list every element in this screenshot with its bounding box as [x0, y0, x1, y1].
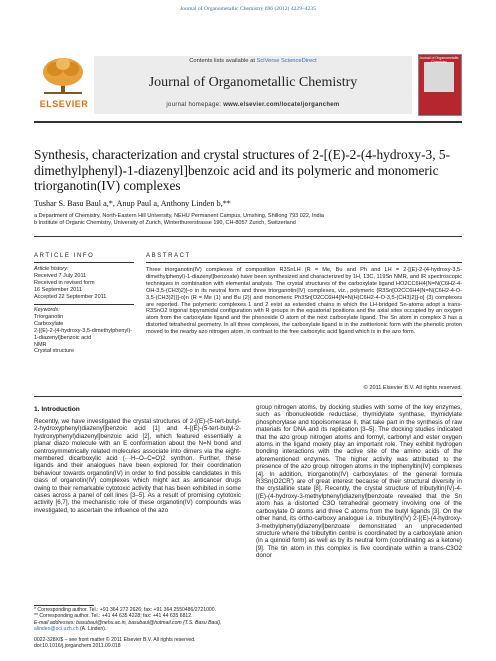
keywords-rule: [34, 304, 134, 305]
journal-title[interactable]: Journal of Organometallic Chemistry: [148, 75, 358, 90]
footnotes: [34, 607, 244, 632]
keyword: Triorganotin: [34, 313, 64, 320]
article-info-heading: ARTICLE INFO: [34, 253, 95, 259]
keyword: Carboxylate: [34, 320, 64, 327]
sciencedirect-link[interactable]: SciVerse ScienceDirect: [256, 58, 317, 64]
cover-title: Journal of Organometallic Chemistry: [419, 56, 459, 64]
footnote-rule: [34, 605, 94, 606]
history-revised-label: Received in revised form: [34, 279, 95, 286]
corresponding-author-2: ** Corresponding author. Tel.: +41 44 635 4228; fax: +41 44 635 6812.: [34, 613, 193, 620]
doi-line[interactable]: doi:10.1016/j.jorganchem.2011.09.018: [34, 643, 121, 650]
keyword: 1-diazenyl]benzoic acid: [34, 334, 92, 341]
history-label: Article history:: [34, 266, 69, 272]
keyword: Crystal structure: [34, 348, 75, 355]
body-right-column: group nitrogen atoms, by docking studies with some of the key enzymes, such as ribonucleotide reductase, thymidylate synthase, thymidylate phosphorylase and topoisomerase II, that take part in the synthesis of raw materials for DNA and its replication [3–5]. The docking studies indicated that the azo group nitrogen atoms and formyl, carbonyl and ester oxygen atoms in the ligand moiety play an important role. They exhibit hydrogen bonding interactions with the active site of the amino acids of the aforementioned enzymes. The higher activity was attributed to the presence of the azo group nitrogen atoms in the triphenyltin(IV) complexes [4]. In addition, triorganotin(IV) carboxylates of the general formula R3Sn(O2CR') are of great interest because of their structural diversity in the crystalline state [8]. Recently, the crystal structure of tributyltin(IV)-4-[(E)-(4-hydroxy-3-methylphenyl)diazenyl]benzoate revealed that the Sn atom has a distorted C3O tetrahedral geometry involving one of the carboxylate O atoms and three C atoms from the butyl ligands [3]. On the other hand, its ortho-carboxy analogue i.e. tributyltin(IV) 2-[(E)-(4-hydroxy-3-methylphenyl)diazenyl]benzoate demonstrated an unprecedented structure where the tributyltin centre is coordinated by a carboxylate anion (in a quinoid form) as well as by its neutral form (coordinating as a ketone) [9]. The tin atom in this complex is five coordinate within a trans-C3O2 donor: [256, 404, 462, 560]
history-revised: 16 September 2011: [34, 286, 82, 293]
email-link[interactable]: alinden@oci.uzh.ch: [34, 625, 79, 632]
affiliation-a: a Department of Chemistry, North-Eastern Hill University, NEHU Permanent Campus, Umshing, Shillong 793 022, India: [34, 213, 324, 219]
keywords-label: Keywords:: [34, 307, 60, 313]
contents-line: Contents lists available at SciVerse ScienceDirect: [189, 58, 317, 64]
cover-image: [424, 62, 454, 92]
keywords: [34, 307, 140, 355]
article-history: [34, 266, 140, 301]
abstract-copyright: © 2011 Elsevier B.V. All rights reserved.: [363, 385, 462, 391]
article-title: Synthesis, characterization and crystal structures of 2-[(E)-2-(4-hydroxy-3, 5-dimethylphenyl)-1-diazenyl]benzoic acid and its polymeric and monomeric triorganotin(IV) complexes: [34, 147, 451, 193]
homepage-url[interactable]: www.elsevier.com/locate/jorganchem: [223, 102, 340, 108]
front-matter-notice: [34, 637, 274, 650]
info-rule: [34, 262, 134, 263]
abstract-heading: ABSTRACT: [146, 253, 191, 259]
abstract-rule: [146, 262, 462, 263]
section-heading-introduction: 1. Introduction: [34, 406, 80, 413]
affiliation-rule: [34, 236, 462, 237]
body-left-column: Recently, we have investigated the crystal structures of 2-[(E)-(5-tert-butyl-2-hydroxyphenyl)diazenyl]benzoic acid [1] and 4-[(E)-(5-tert-butyl-2-hydroxyphenyl)diazenyl]benzoic acid [2], which featured essentially a planar diazo molecule with an E conformation about the N=N bond and centrosymmetrically related molecules associate into dimers via the eight-membered dicarboxylic acid (···H–O–C=O)2 synthon. Further, these ligands and their analogues have been explored for their coordination behaviour towards organotin(IV) in order to find possible candidates in this class of organotin(IV) complexes which might act as anticancer drugs owing to their remarkable cytotoxic activity that has been exhibited in some cases across a panel of cell lines [3–5]. As a result of promising cytotoxic activity [6,7], the mechanistic role of these organotin(IV) compounds was investigated, to ascertain the influence of the azo: [34, 418, 241, 514]
author-list: Tushar S. Basu Baul a,*, Anup Paul a, Anthony Linden b,**: [34, 199, 231, 208]
publisher-name: ELSEVIER: [39, 99, 89, 109]
header-rule: [34, 121, 462, 123]
journal-citation-line[interactable]: Journal of Organometallic Chemistry 696 (2012) 4229–4235: [180, 6, 316, 12]
history-accepted: Accepted 22 September 2011: [34, 293, 107, 300]
abstract-end-rule: [34, 396, 462, 397]
keyword: 2-[(E)-2-(4-hydroxy-3,5-dimethylphenyl)-: [34, 327, 133, 334]
corresponding-author-1: * Corresponding author. Tel.: +91 364 272 2626; fax: +91 364 2550486/2721000.: [34, 607, 217, 613]
issn-line: 0022-328X/$ – see front matter © 2011 Elsevier B.V. All rights reserved.: [34, 637, 196, 643]
affiliations: [34, 213, 462, 227]
history-received: Received 7 July 2011: [34, 272, 87, 279]
journal-homepage: journal homepage: www.elsevier.com/locate/jorganchem: [166, 102, 340, 108]
email-addresses: E-mail addresses: basubaul@nehu.ac.in, basubaul@hotmail.com (T.S. Basu Baul), alinden@oci.uzh.ch (A. Linden).: [34, 619, 222, 632]
elsevier-tree-icon: [40, 56, 86, 96]
affiliation-b: b Institute of Organic Chemistry, University of Zurich, Winterthurerstrasse 190, CH-8057 Zurich, Switzerland: [34, 219, 296, 226]
keyword: NMR: [34, 341, 47, 348]
abstract-text: Three triorganotin(IV) complexes of composition R3SnLH (R = Me, Bu and Ph and LH = 2-[(E)-2-(4-hydroxy-3,5-dimethylphenyl)-1-diazenyl]benzoate) have been synthesized and characterized by 1H, 13C, 119Sn NMR, and IR spectroscopic techniques in combination with elemental analysis. The crystal structures of the carboxylate ligand HO2CC6H4{N=N(C6H2-4-OH-3,5-(CH3)2)}-o in its neutral form and three triorganotin(IV) complexes, viz., polymeric {R3Sn[O2CC6H4{N=N(C6H2-4-O-3,5-(CH3)2)}]-o}n (R = Me (1) and Bu (2)) and monomeric Ph3Sn[O2CC6H4{N=N(H)C6H2-4-O-3,5-(CH3)2}]-o] (3) complexes are reported. The polymeric complexes 1 and 2 exist as extended chains in which the LH-bridged Sn-atoms adopt a trans-R3SnO2 trigonal bipyramidal configuration with R groups in the equatorial positions and the axial sites occupied by an oxygen atom from the carboxylate ligand and the phenoxide O atom of the next carboxylate ligand. The Sn atom in complex 3 has a distorted tetrahedral geometry. In all three complexes, the carboxylate ligand is in the zwitterionic form with the phenolic proton moved to the nearby azo nitrogen atom, in contrast to the free carboxylic acid ligand which is in the azo form.: [146, 267, 462, 336]
